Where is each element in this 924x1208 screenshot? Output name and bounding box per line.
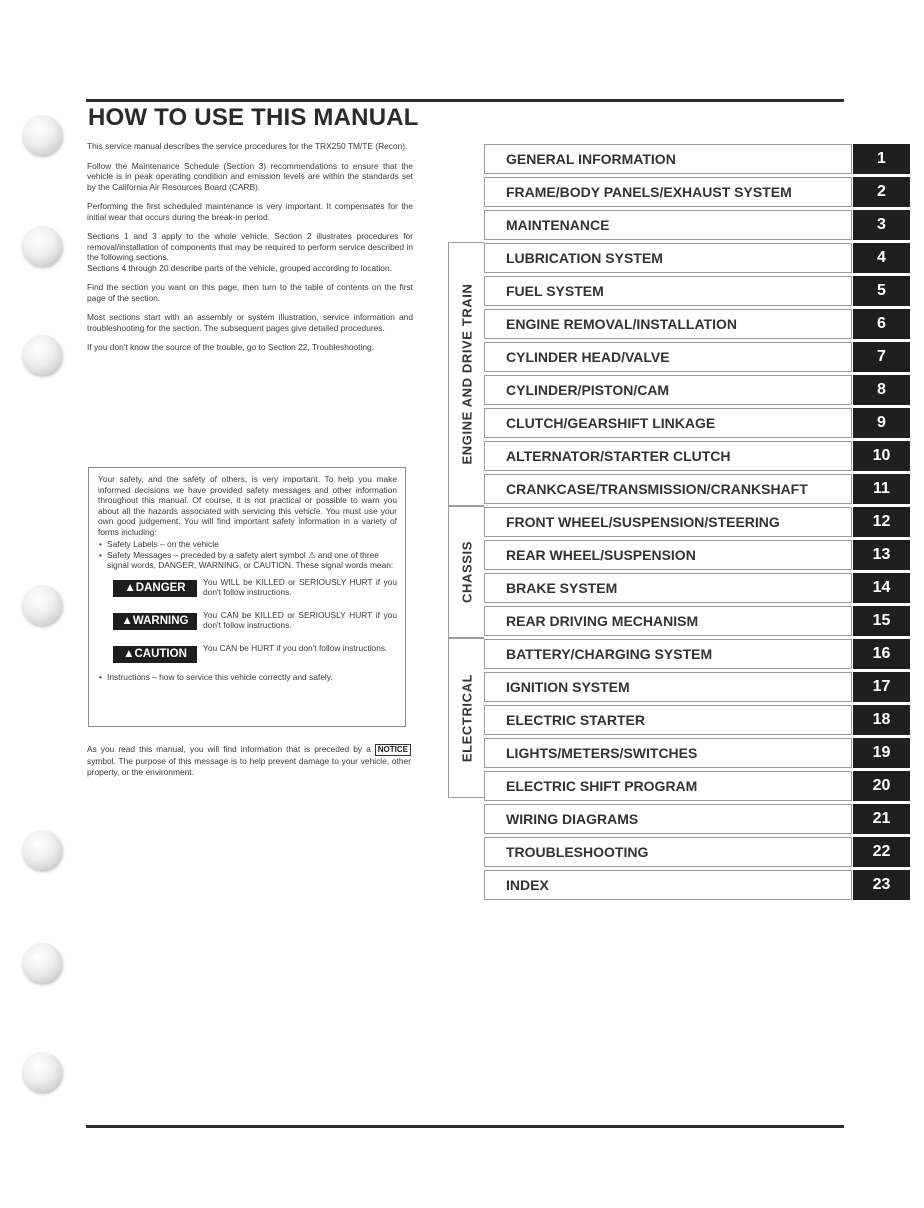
section-number[interactable]: 6 <box>853 309 910 339</box>
section-number[interactable]: 20 <box>853 771 910 801</box>
intro-paragraph: This service manual describes the service procedures for the TRX250 TM/TE (Recon). <box>87 141 408 151</box>
section-title[interactable]: ENGINE REMOVAL/INSTALLATION <box>484 309 852 339</box>
section-tab-6[interactable] <box>484 309 910 339</box>
section-tab-12[interactable] <box>484 507 910 537</box>
section-number[interactable]: 23 <box>853 870 910 900</box>
binder-hole <box>22 226 62 266</box>
section-tab-16[interactable] <box>484 639 910 669</box>
group-label: CHASSIS <box>459 541 474 603</box>
section-number[interactable]: 22 <box>853 837 910 867</box>
notice-text-before: As you read this manual, you will find information that is preceded by a <box>87 744 371 754</box>
section-number[interactable]: 19 <box>853 738 910 768</box>
section-title[interactable]: REAR DRIVING MECHANISM <box>484 606 852 636</box>
section-title[interactable]: FUEL SYSTEM <box>484 276 852 306</box>
intro-paragraph: Sections 4 through 20 describe parts of the vehicle, grouped according to location. <box>87 262 392 273</box>
caution-label: ▲CAUTION <box>113 646 197 663</box>
safety-list <box>98 672 397 683</box>
intro-paragraph: Most sections start with an assembly or system illustration, service information and troubleshooting for the section. The subsequent pages give detailed procedures. <box>87 312 413 333</box>
section-tab-3[interactable] <box>484 210 910 240</box>
safety-list <box>98 539 397 571</box>
intro-paragraph: Sections 1 and 3 apply to the whole vehicle. Section 2 illustrates procedures for removal/installation of components that may be required to perform service described in the following sections. <box>87 231 413 262</box>
section-tab-20[interactable] <box>484 771 910 801</box>
section-number[interactable]: 10 <box>853 441 910 471</box>
section-title[interactable]: FRONT WHEEL/SUSPENSION/STEERING <box>484 507 852 537</box>
section-tab-13[interactable] <box>484 540 910 570</box>
section-title[interactable]: FRAME/BODY PANELS/EXHAUST SYSTEM <box>484 177 852 207</box>
section-number[interactable]: 12 <box>853 507 910 537</box>
group-engine-drive-train <box>448 242 484 506</box>
section-tab-7[interactable] <box>484 342 910 372</box>
section-title[interactable]: LUBRICATION SYSTEM <box>484 243 852 273</box>
notice-paragraph <box>87 744 411 777</box>
section-title[interactable]: CYLINDER HEAD/VALVE <box>484 342 852 372</box>
section-title[interactable]: CRANKCASE/TRANSMISSION/CRANKSHAFT <box>484 474 852 504</box>
danger-row <box>98 577 397 604</box>
section-tab-5[interactable] <box>484 276 910 306</box>
section-title[interactable]: BRAKE SYSTEM <box>484 573 852 603</box>
section-title[interactable]: BATTERY/CHARGING SYSTEM <box>484 639 852 669</box>
section-number[interactable]: 18 <box>853 705 910 735</box>
section-number[interactable]: 7 <box>853 342 910 372</box>
section-tab-9[interactable] <box>484 408 910 438</box>
caution-row <box>98 643 397 670</box>
safety-box <box>88 467 406 727</box>
intro-paragraph: Find the section you want on this page, then turn to the table of contents on the first page of the section. <box>87 282 413 303</box>
binder-hole <box>22 943 62 983</box>
page-title: HOW TO USE THIS MANUAL <box>88 104 419 131</box>
section-number[interactable]: 2 <box>853 177 910 207</box>
caution-text: You CAN be HURT if you don't follow instructions. <box>203 642 388 653</box>
section-tab-19[interactable] <box>484 738 910 768</box>
intro-paragraph: If you don't know the source of the trouble, go to Section 22, Troubleshooting. <box>87 342 374 352</box>
section-number[interactable]: 8 <box>853 375 910 405</box>
intro-paragraph: Follow the Maintenance Schedule (Section 3) recommendations to ensure that the vehicle is in peak operating condition and emission levels are within the standards set by the California Air Resources Board (CARB). <box>87 160 413 192</box>
section-title[interactable]: INDEX <box>484 870 852 900</box>
section-title[interactable]: ELECTRIC STARTER <box>484 705 852 735</box>
group-label: ENGINE AND DRIVE TRAIN <box>459 283 474 465</box>
section-tab-2[interactable] <box>484 177 910 207</box>
intro-text <box>87 141 413 362</box>
section-title[interactable]: IGNITION SYSTEM <box>484 672 852 702</box>
section-tab-22[interactable] <box>484 837 910 867</box>
safety-bullet: • Safety Labels – on the vehicle <box>98 539 397 550</box>
section-number[interactable]: 5 <box>853 276 910 306</box>
section-number[interactable]: 21 <box>853 804 910 834</box>
section-title[interactable]: CYLINDER/PISTON/CAM <box>484 375 852 405</box>
section-title[interactable]: TROUBLESHOOTING <box>484 837 852 867</box>
section-tab-10[interactable] <box>484 441 910 471</box>
danger-label: ▲DANGER <box>113 580 197 597</box>
warning-row <box>98 610 397 637</box>
section-title[interactable]: GENERAL INFORMATION <box>484 144 852 174</box>
section-tab-15[interactable] <box>484 606 910 636</box>
section-tab-8[interactable] <box>484 375 910 405</box>
section-title[interactable]: CLUTCH/GEARSHIFT LINKAGE <box>484 408 852 438</box>
section-title[interactable]: ALTERNATOR/STARTER CLUTCH <box>484 441 852 471</box>
section-title[interactable]: LIGHTS/METERS/SWITCHES <box>484 738 852 768</box>
section-title[interactable]: REAR WHEEL/SUSPENSION <box>484 540 852 570</box>
section-title[interactable]: ELECTRIC SHIFT PROGRAM <box>484 771 852 801</box>
intro-paragraph: Performing the first scheduled maintenance is very important. It compensates for the initial wear that occurs during the break-in period. <box>87 201 413 222</box>
section-number[interactable]: 4 <box>853 243 910 273</box>
section-number[interactable]: 9 <box>853 408 910 438</box>
section-number[interactable]: 1 <box>853 144 910 174</box>
section-number[interactable]: 14 <box>853 573 910 603</box>
section-number[interactable]: 13 <box>853 540 910 570</box>
group-electrical <box>448 638 484 798</box>
section-number[interactable]: 3 <box>853 210 910 240</box>
section-number[interactable]: 17 <box>853 672 910 702</box>
notice-symbol: NOTICE <box>375 744 411 756</box>
section-tab-1[interactable] <box>484 144 910 174</box>
warning-label: ▲WARNING <box>113 613 197 630</box>
section-title[interactable]: WIRING DIAGRAMS <box>484 804 852 834</box>
section-title[interactable]: MAINTENANCE <box>484 210 852 240</box>
section-number[interactable]: 16 <box>853 639 910 669</box>
section-number[interactable]: 11 <box>853 474 910 504</box>
group-label: ELECTRICAL <box>459 673 474 763</box>
binder-hole <box>22 115 62 155</box>
section-tab-4[interactable] <box>484 243 910 273</box>
safety-intro: Your safety, and the safety of others, is very important. To help you make informed decisions we have provided safety messages and other information throughout this manual. Of course, it is not practical or possible to warn you about all the hazards associated with servicing this vehicle. You must use your own good judgement. You will find important safety information in a variety of forms including: <box>98 474 397 537</box>
section-tab-18[interactable] <box>484 705 910 735</box>
section-tab-11[interactable] <box>484 474 910 504</box>
binder-hole <box>22 830 62 870</box>
footer-rule <box>86 1125 844 1128</box>
section-tab-17[interactable] <box>484 672 910 702</box>
section-number[interactable]: 15 <box>853 606 910 636</box>
notice-text-after: symbol. The purpose of this message is to help prevent damage to your vehicle, other property, or the environment. <box>87 756 411 777</box>
header-rule <box>86 99 844 102</box>
safety-bullet: • Safety Messages – preceded by a safety alert symbol ⚠ and one of three signal words, DANGER, WARNING, or CAUTION. These signal words mean: <box>98 550 397 571</box>
section-tab-23[interactable] <box>484 870 910 900</box>
safety-bullet: • Instructions – how to service this vehicle correctly and safely. <box>98 672 397 683</box>
section-tab-14[interactable] <box>484 573 910 603</box>
section-tab-21[interactable] <box>484 804 910 834</box>
binder-hole <box>22 335 62 375</box>
danger-text: You WILL be KILLED or SERIOUSLY HURT if you don't follow instructions. <box>203 576 397 597</box>
binder-hole <box>22 1052 62 1092</box>
binder-hole <box>22 585 62 625</box>
warning-text: You CAN be KILLED or SERIOUSLY HURT if you don't follow instructions. <box>203 609 397 630</box>
group-chassis <box>448 506 484 638</box>
